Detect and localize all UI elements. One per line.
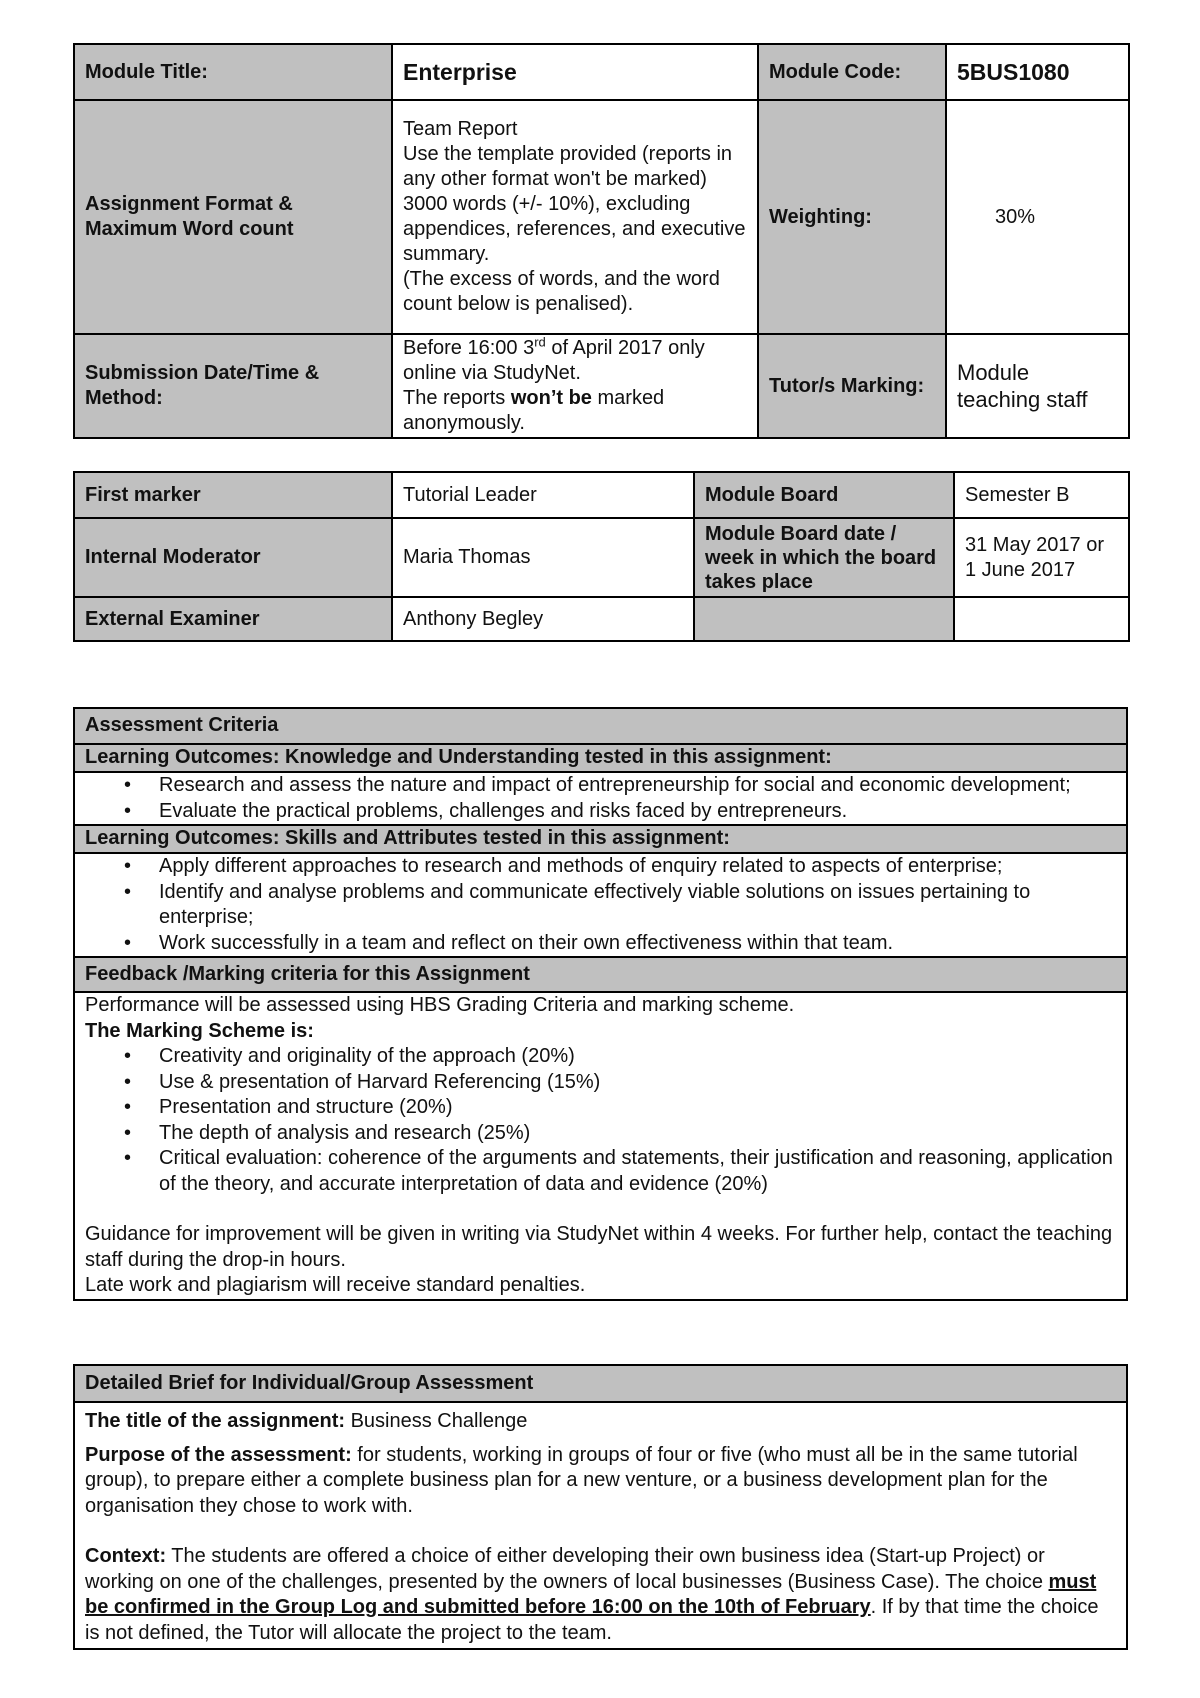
list-item: • Work successfully in a team and reflect on their own effectiveness within that team. bbox=[159, 931, 1116, 957]
scheme-heading: The Marking Scheme is: bbox=[85, 1019, 314, 1042]
assignment-title: Business Challenge bbox=[345, 1410, 528, 1432]
format-line: 3000 words (+/- 10%), excluding appendices, references, and executive summary. bbox=[403, 193, 746, 265]
list-item: • Use & presentation of Harvard Referencing (15%) bbox=[159, 1070, 1116, 1096]
module-board: Semester B bbox=[954, 472, 1129, 518]
weighting-label: Weighting: bbox=[758, 100, 946, 334]
anonymity-text: The reports bbox=[403, 387, 511, 409]
format-label: Assignment Format & Maximum Word count bbox=[74, 100, 392, 334]
list-item: • Presentation and structure (20%) bbox=[159, 1095, 1116, 1121]
module-board-label: Module Board bbox=[694, 472, 954, 518]
module-title-label: Module Title: bbox=[74, 44, 392, 100]
context-end: . If by that time the choice is not defined, the Tutor will allocate the project to the team. bbox=[85, 1596, 1099, 1644]
internal-moderator-label: Internal Moderator bbox=[74, 518, 392, 597]
list-item: • Critical evaluation: coherence of the arguments and statements, their justification and reasoning, application of the theory, and accurate interpretation of data and evidence (20%) bbox=[159, 1146, 1116, 1197]
knowledge-outcomes bbox=[74, 772, 1127, 825]
purpose-text: for students, working in groups of four or five (who must all be in the same tutorial group), to prepare either a complete business plan for a new venture, or a business development plan for the organisation they chose to work with. bbox=[85, 1443, 1078, 1517]
skills-outcomes bbox=[74, 853, 1127, 957]
detailed-brief-table bbox=[73, 1364, 1128, 1650]
marking-criteria bbox=[74, 992, 1127, 1300]
module-details-table bbox=[73, 43, 1130, 439]
submission-method: of April 2017 only online via StudyNet. bbox=[403, 337, 705, 384]
brief-heading: Detailed Brief for Individual/Group Assessment bbox=[74, 1365, 1127, 1402]
external-examiner-label: External Examiner bbox=[74, 597, 392, 641]
staff-table bbox=[73, 471, 1130, 642]
criteria-title: Assessment Criteria bbox=[74, 708, 1127, 744]
internal-moderator: Maria Thomas bbox=[392, 518, 694, 597]
weighting-value: 30% bbox=[946, 100, 1129, 334]
format-line: Use the template provided (reports in any other format won't be marked) bbox=[403, 143, 733, 190]
module-code: 5BUS1080 bbox=[946, 44, 1129, 100]
context-deadline: must be confirmed in the Group Log and submitted before 16:00 on the 10th of February bbox=[85, 1570, 1097, 1618]
module-code-label: Module Code: bbox=[758, 44, 946, 100]
external-examiner: Anthony Begley bbox=[392, 597, 694, 641]
tutor-label: Tutor/s Marking: bbox=[758, 334, 946, 438]
anonymity-emphasis: won’t be bbox=[510, 387, 592, 409]
list-item: • Identify and analyse problems and communicate effectively viable solutions on issues pertaining to enterprise; bbox=[159, 880, 1116, 931]
list-item: • Research and assess the nature and impact of entrepreneurship for social and economic development; bbox=[159, 773, 1116, 799]
anonymity-text-end: marked anonymously. bbox=[403, 387, 665, 434]
empty-grey-cell bbox=[694, 597, 954, 641]
skills-heading: Learning Outcomes: Skills and Attributes tested in this assignment: bbox=[74, 825, 1127, 853]
assignment-title-label: The title of the assignment: bbox=[85, 1410, 346, 1432]
board-date-label: Module Board date / week in which the board takes place bbox=[694, 518, 954, 597]
purpose-label: Purpose of the assessment: bbox=[85, 1443, 352, 1466]
submission-label: Submission Date/Time & Method: bbox=[74, 334, 392, 438]
submission-details bbox=[392, 334, 758, 438]
list-item: • Apply different approaches to research and methods of enquiry related to aspects of enterprise; bbox=[159, 854, 1116, 880]
guidance-text: Guidance for improvement will be given in writing via StudyNet within 4 weeks. For further help, contact the teaching staff during the drop-in hours. bbox=[85, 1223, 1113, 1271]
context-text: The students are offered a choice of either developing their own business idea (Start-up Project) or working on one of the challenges, presented by the owners of local businesses (Business Case). The choice bbox=[85, 1545, 1049, 1593]
first-marker-label: First marker bbox=[74, 472, 392, 518]
format-line: (The excess of words, and the word count below is penalised). bbox=[403, 268, 720, 315]
context-label: Context: bbox=[85, 1545, 167, 1567]
brief-body bbox=[74, 1402, 1127, 1649]
late-work-text: Late work and plagiarism will receive standard penalties. bbox=[85, 1274, 586, 1296]
performance-text: Performance will be assessed using HBS Grading Criteria and marking scheme. bbox=[85, 994, 795, 1016]
list-item: • Creativity and originality of the approach (20%) bbox=[159, 1044, 1116, 1070]
tutor-value: Module teaching staff bbox=[946, 334, 1129, 438]
format-details bbox=[392, 100, 758, 334]
feedback-heading: Feedback /Marking criteria for this Assignment bbox=[74, 957, 1127, 992]
assessment-criteria-table bbox=[73, 707, 1128, 1301]
knowledge-heading: Learning Outcomes: Knowledge and Understanding tested in this assignment: bbox=[74, 744, 1127, 772]
submission-date-suffix: rd bbox=[534, 334, 546, 350]
first-marker: Tutorial Leader bbox=[392, 472, 694, 518]
format-line: Team Report bbox=[403, 118, 518, 140]
module-title: Enterprise bbox=[392, 44, 758, 100]
list-item: • The depth of analysis and research (25%) bbox=[159, 1121, 1116, 1147]
submission-date: Before 16:00 3 bbox=[403, 337, 535, 359]
list-item: • Evaluate the practical problems, challenges and risks faced by entrepreneurs. bbox=[159, 799, 1116, 825]
empty-cell bbox=[954, 597, 1129, 641]
board-date: 31 May 2017 or 1 June 2017 bbox=[954, 518, 1129, 597]
